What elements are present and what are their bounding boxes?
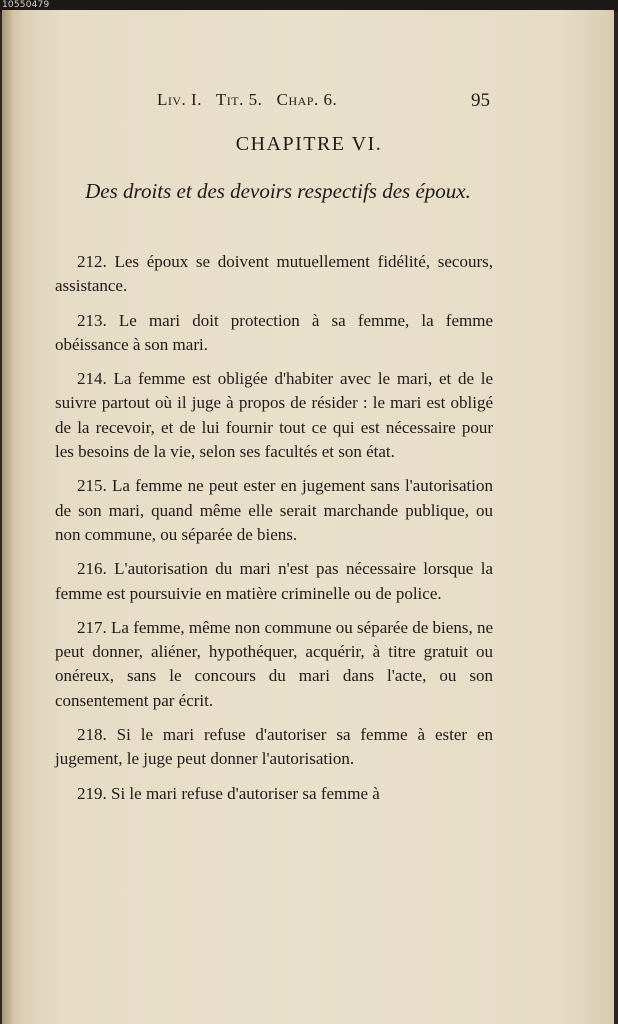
article-215: 215. La femme ne peut ester en jugement sans l'autorisation de son mari, quand même elle serait marchande publique, ou non commune, ou séparée de biens. bbox=[55, 476, 493, 544]
article-219: 219. Si le mari refuse d'autoriser sa femme à bbox=[77, 783, 380, 803]
running-head bbox=[157, 90, 490, 112]
image-id-label: 10550479 bbox=[2, 0, 50, 10]
article-216: 216. L'autorisation du mari n'est pas nécessaire lorsque la femme est poursuivie en matière criminelle ou de police. bbox=[55, 559, 493, 603]
article-214: 214. La femme est obligée d'habiter avec le mari, et de le suivre partout où il juge à propos de résider : le mari est obligé de la recevoir, et de lui fournir tout ce qui est nécessaire pour les besoins de la vie, selon ses facultés et son état. bbox=[55, 369, 493, 462]
chapter-subtitle: Des droits et des devoirs respectifs des époux. bbox=[85, 179, 471, 203]
running-head-section: Liv. I. Tit. 5. Chap. 6. bbox=[157, 90, 338, 109]
article-217: 217. La femme, même non commune ou séparée de biens, ne peut donner, aliéner, hypothéquer, acquérir, à titre gratuit ou onéreux, sans le concours du mari dans l'acte, ou son consentement par écrit. bbox=[55, 617, 493, 710]
page-number: 95 bbox=[471, 90, 490, 111]
article-213: 213. Le mari doit protection à sa femme, la femme obéissance à son mari. bbox=[55, 310, 493, 354]
page-binding-edge bbox=[2, 10, 12, 1024]
article-218: 218. Si le mari refuse d'autoriser sa femme à ester en jugement, le juge peut donner l'autorisation. bbox=[55, 725, 493, 769]
article-212: 212. Les époux se doivent mutuellement fidélité, secours, assistance. bbox=[55, 252, 493, 296]
article-list bbox=[55, 250, 493, 806]
chapter-title: CHAPITRE VI. bbox=[235, 133, 383, 155]
